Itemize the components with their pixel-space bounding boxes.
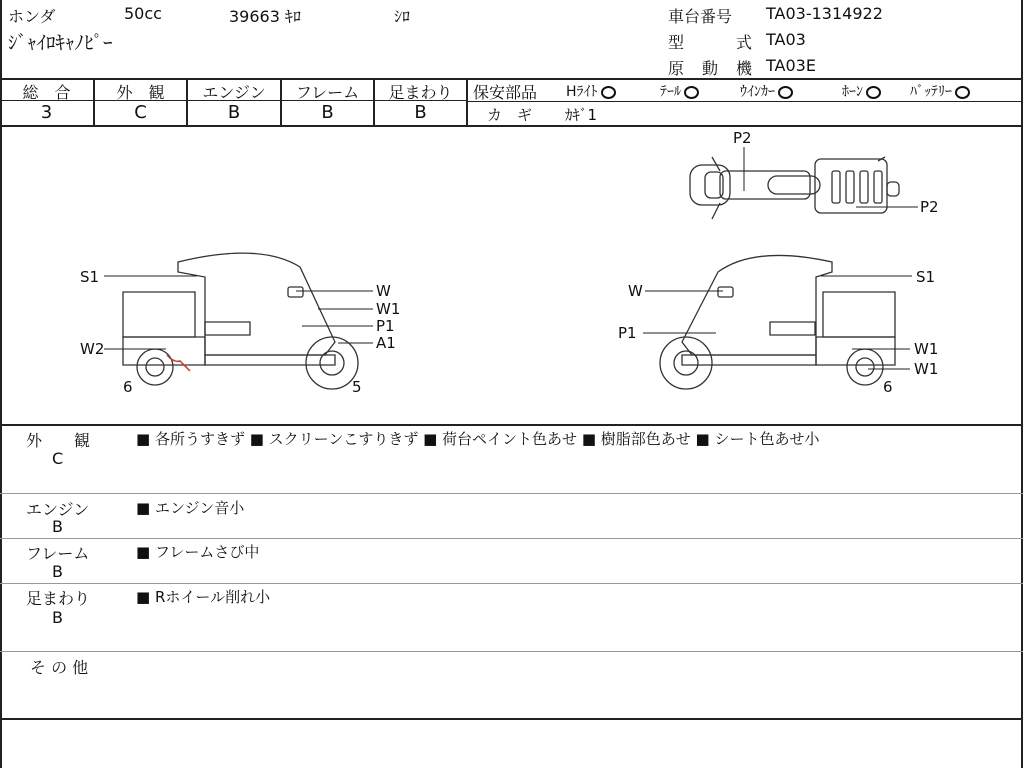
chassis-label: 車台番号: [668, 7, 733, 26]
remarks-divider-3: [0, 583, 1023, 584]
vehicle-diagram: [0, 127, 1023, 424]
safety-item-tail: ﾃｰﾙ: [660, 81, 699, 101]
left-side-view-drawing: [123, 253, 358, 389]
remark-grade-frame: B: [52, 562, 63, 581]
safety-mid-line: [467, 101, 1023, 102]
grade-label-frame: フレーム: [295, 83, 360, 102]
grade-value-overall: 3: [40, 102, 53, 123]
grade-value-frame: B: [321, 102, 334, 123]
engine-value: TA03E: [766, 56, 816, 75]
grade-value-engine: B: [227, 102, 241, 123]
safety-item-battery: ﾊﾞｯﾃﾘｰ: [910, 81, 970, 101]
top-label-p2-upper: P2: [733, 129, 752, 147]
remark-text-suspension: ■ Rホイール削れ小: [136, 588, 271, 606]
top-view-drawing: [690, 157, 899, 219]
remark-category-other: そ の 他: [30, 658, 89, 677]
left-label-a1: A1: [376, 334, 396, 352]
remark-grade-suspension: B: [52, 608, 63, 627]
safety-label: 保安部品: [473, 83, 538, 102]
right-label-s1: S1: [916, 268, 936, 286]
engine-label-2: 動: [702, 59, 719, 78]
right-label-w1-upper: W1: [914, 340, 939, 358]
engine-label-1: 原: [668, 59, 685, 78]
remark-text-engine: ■ エンジン音小: [136, 499, 245, 517]
left-label-s1: S1: [80, 268, 100, 286]
ok-circle-icon: [778, 86, 793, 99]
remark-category-engine: エンジン: [26, 500, 90, 519]
grade-label-overall: 総 合: [22, 83, 71, 102]
grade-label-engine: エンジン: [202, 83, 266, 102]
grade-divider-5: [466, 78, 468, 126]
displacement: 50cc: [124, 4, 162, 23]
remark-category-exterior: 外 観: [26, 431, 91, 450]
right-label-p1: P1: [618, 324, 637, 342]
remarks-top-line: [0, 424, 1023, 426]
remark-category-frame: フレーム: [26, 544, 90, 563]
right-label-w: W: [628, 282, 643, 300]
left-label-w2: W2: [80, 340, 105, 358]
remark-grade-exterior: C: [52, 449, 64, 468]
safety-item-horn: ﾎｰﾝ: [842, 81, 881, 101]
remark-grade-engine: B: [52, 517, 63, 536]
left-label-p1: P1: [376, 317, 395, 335]
color: ｼﾛ: [394, 7, 411, 26]
remarks-divider-4: [0, 651, 1023, 652]
ok-circle-icon: [866, 86, 881, 99]
key-value: ｶｷﾞ1: [565, 106, 598, 124]
type-value: TA03: [766, 30, 806, 49]
mileage: 39663 ｷﾛ: [229, 7, 301, 26]
chassis-value: TA03-1314922: [766, 4, 883, 23]
right-side-view-drawing: [660, 255, 895, 389]
right-label-6: 6: [883, 378, 893, 396]
type-label-1: 型: [668, 33, 685, 52]
right-label-w1-lower: W1: [914, 360, 939, 378]
grade-label-suspension: 足まわり: [388, 83, 453, 102]
safety-item-winker: ｳｲﾝｶｰ: [740, 81, 793, 101]
top-label-p2-right: P2: [920, 198, 939, 216]
left-label-w: W: [376, 282, 391, 300]
remark-text-frame: ■ フレームさび中: [136, 543, 260, 561]
left-label-w1: W1: [376, 300, 401, 318]
ok-circle-icon: [601, 86, 616, 99]
grade-value-exterior: C: [134, 102, 147, 123]
make: ホンダ: [8, 7, 56, 26]
ok-circle-icon: [955, 86, 970, 99]
remarks-bottom-line: [0, 718, 1023, 720]
left-label-5: 5: [352, 378, 362, 396]
safety-item-headlight: Hﾗｲﾄ: [566, 81, 616, 101]
remark-text-exterior: ■ 各所うすきず ■ スクリーンこすりきず ■ 荷台ペイント色あせ ■ 樹脂部色あせ ■ シート色あせ小: [136, 430, 820, 448]
key-label: カ ギ: [487, 106, 533, 124]
remark-category-suspension: 足まわり: [26, 589, 91, 608]
remarks-divider-1: [0, 493, 1023, 494]
grade-value-suspension: B: [414, 102, 427, 123]
grade-label-exterior: 外 観: [116, 83, 165, 102]
remarks-divider-2: [0, 538, 1023, 539]
model-name: ｼﾞｬｲﾛｷｬﾉﾋﾟｰ: [8, 32, 113, 54]
engine-label-3: 機: [736, 59, 753, 78]
type-label-2: 式: [736, 33, 753, 52]
ok-circle-icon: [684, 86, 699, 99]
left-label-6: 6: [123, 378, 133, 396]
